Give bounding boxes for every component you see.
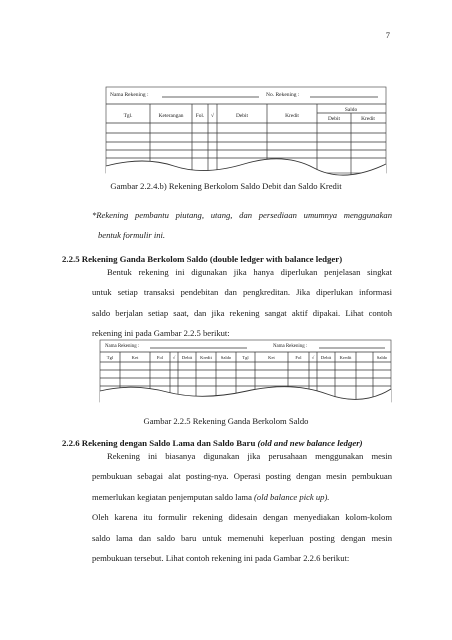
col-header: Tgl.	[123, 113, 133, 119]
col-header: √	[311, 355, 315, 360]
section-title-english: (old and new balance ledger)	[257, 438, 363, 448]
col-header: Fol.	[195, 113, 205, 119]
col-header: √	[211, 113, 214, 119]
section-title: Rekening Ganda Berkolom Saldo (double ledger with balance ledger)	[81, 254, 343, 264]
section-paragraph	[92, 262, 392, 344]
paragraph-line: rekening ini pada Gambar 2.2.5 berikut:	[92, 328, 230, 339]
col-header: Saldo	[220, 355, 232, 360]
col-header: Ket	[131, 355, 139, 360]
col-header: Debit	[181, 355, 193, 360]
col-header: Kredit	[200, 355, 212, 360]
col-header: Kredit	[339, 355, 352, 360]
paragraph-line: saldo lama dan saldo baru untuk memenuhi keperluan posting dengan mesin	[92, 532, 392, 543]
ledger-figure-debit-credit-balance	[104, 86, 388, 178]
col-header: Tgl	[106, 355, 114, 360]
col-header: Tgl	[242, 355, 249, 360]
page-number: 7	[385, 30, 390, 40]
col-header: Ket	[268, 355, 275, 360]
paragraph-text: memerlukan kegiatan penjemputan saldo lama	[92, 491, 252, 502]
paragraph-line: Rekening ini biasanya digunakan jika perusahaan menggunakan mesin	[107, 451, 392, 461]
account-name-label: Nama Rekening :	[105, 344, 140, 349]
section-number: 2.2.6	[62, 438, 80, 448]
figure-caption: Gambar 2.2.4.b) Rekening Berkolom Saldo Debit dan Saldo Kredit	[110, 181, 342, 191]
note-line: *Rekening pembantu piutang, utang, dan persediaan umumnya menggunakan	[92, 210, 392, 220]
paragraph-line: Bentuk rekening ini digunakan jika hanya diperlukan penjelasan singkat	[107, 267, 392, 277]
note	[92, 205, 392, 246]
col-header: Debit	[236, 113, 248, 119]
col-header: Fol	[156, 355, 164, 360]
col-header-saldo: Saldo	[344, 107, 358, 113]
col-header: Keterangan	[158, 113, 184, 119]
paragraph-line	[92, 487, 392, 507]
paragraph-line: saldo berjalan setiap saat, dan jika rekening sangat aktif dipakai. Lihat contoh	[92, 307, 392, 318]
col-header: √	[172, 355, 176, 360]
paragraph-line: Oleh karena itu formulir rekening didesain dengan menyediakan kolom-kolom	[92, 512, 392, 523]
col-header: Fol	[295, 355, 302, 360]
ledger-figure-double-balance	[97, 339, 393, 405]
col-header: Debit	[320, 355, 332, 360]
col-header: Kredit	[285, 113, 299, 119]
account-name-label-right: Nama Rekening :	[273, 344, 308, 349]
paragraph-line: pembukuan sebagai alat posting-nya. Operasi posting dengan mesin pembukuan	[92, 471, 392, 482]
note-line: bentuk formulir ini.	[98, 230, 166, 241]
section-title: Rekening dengan Saldo Lama dan Saldo Baru	[81, 438, 256, 448]
section-number: 2.2.5	[62, 254, 80, 264]
paragraph-italic: (old balance pick up).	[254, 491, 330, 502]
section-paragraph	[92, 446, 392, 568]
paragraph-line: pembukuan tersebut. Lihat contoh rekening ini pada Gambar 2.2.6 berikut:	[92, 553, 350, 564]
col-header: Saldo	[376, 355, 388, 360]
paragraph-line: untuk setiap transaksi pendebitan dan pengkreditan. Jika diperlukan informasi	[92, 287, 392, 298]
col-subheader: Kredit	[361, 116, 375, 122]
figure-caption: Gambar 2.2.5 Rekening Ganda Berkolom Saldo	[143, 416, 309, 426]
col-subheader: Debit	[328, 116, 340, 122]
account-number-label: No. Rekening :	[266, 92, 300, 98]
account-name-label: Nama Rekening :	[110, 92, 149, 98]
